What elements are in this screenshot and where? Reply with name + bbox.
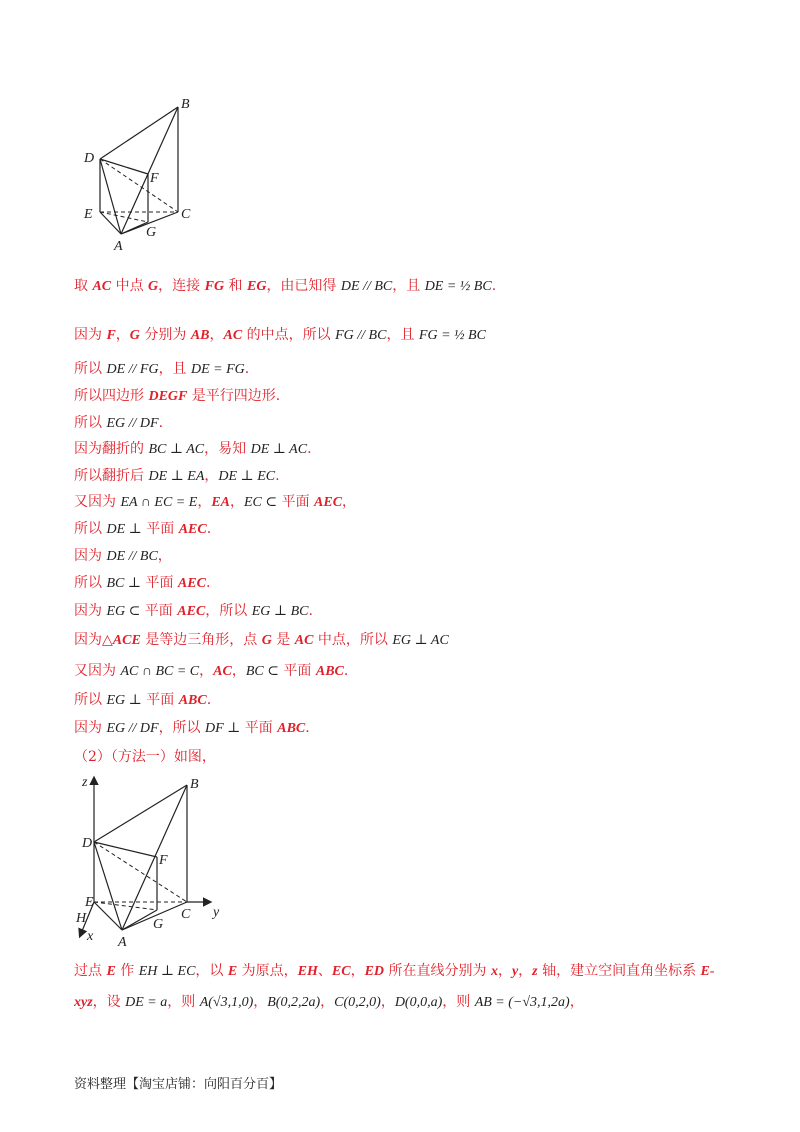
fig1-label-D: D [84,151,95,166]
text-line-5: 所以 EG // DF. [74,415,164,431]
fig2-label-E: E [85,895,94,910]
text-line-15: 所以 EG ⊥ 平面 ABC. [74,692,212,708]
text-line-12: 因为 EG ⊂ 平面 AEC，所以 EG ⊥ BC. [74,603,313,619]
fig1-label-A: A [114,239,123,254]
text-line-6: 因为翻折的 BC ⊥ AC，易知 DE ⊥ AC. [74,441,312,457]
fig2-label-z: z [82,775,88,790]
fig2-label-G: G [153,917,164,932]
fig2-label-D: D [82,836,93,851]
footer-source: 资料整理【淘宝店铺：向阳百分百】 [74,1077,283,1092]
text-line-19: xyz，设 DE = a，则 A(√3,1,0)，B(0,2,2a)，C(0,2,0)，D(0,0,a)，则 AB = (−√3,1,2a)， [74,994,584,1010]
fig1-label-E: E [84,207,93,222]
text-line-8: 又因为 EA ∩ EC = E，EA，EC ⊂ 平面 AEC， [74,494,357,510]
fig2-label-B: B [190,777,199,792]
text-line-18: 过点 E 作 EH ⊥ EC，以 E 为原点，EH、EC，ED 所在直线分别为 x，y，z 轴，建立空间直角坐标系 E- [74,963,715,979]
text-line-7: 所以翻折后 DE ⊥ EA，DE ⊥ EC. [74,468,280,484]
fig2-label-A: A [118,935,127,950]
fig1-label-G: G [146,225,157,240]
text-line-1: 取 AC 中点 G，连接 FG 和 EG，由已知得 DE // BC，且 DE = ½ BC. [74,278,497,294]
text-line-16: 因为 EG // DF，所以 DF ⊥ 平面 ABC. [74,720,310,736]
fig1-label-B: B [181,97,190,112]
fig2-label-H: H [76,911,87,926]
text-line-9: 所以 DE ⊥ 平面 AEC. [74,521,212,537]
fig1-label-C: C [181,207,191,222]
fig2-label-C: C [181,907,191,922]
text-line-2: 因为 F，G 分别为 AB，AC 的中点，所以 FG // BC，且 FG = ½ BC [74,327,486,343]
geometry-figure-1 [78,94,208,260]
text-line-11: 所以 BC ⊥ 平面 AEC. [74,575,211,591]
fig2-label-F: F [159,853,168,868]
fig1-label-F: F [150,171,159,186]
text-line-10: 因为 DE // BC， [74,548,172,564]
text-line-17: （2）（方法一）如图， [74,749,216,765]
text-line-4: 所以四边形 DEGF 是平行四边形. [74,388,281,404]
text-line-14: 又因为 AC ∩ BC = C，AC，BC ⊂ 平面 ABC. [74,663,349,679]
text-line-3: 所以 DE // FG，且 DE = FG. [74,361,250,377]
text-line-13: 因为△ACE 是等边三角形，点 G 是 AC 中点，所以 EG ⊥ AC [74,632,449,648]
geometry-figure-2 [72,772,232,950]
fig2-label-y: y [213,905,220,920]
fig2-label-x: x [87,929,94,944]
